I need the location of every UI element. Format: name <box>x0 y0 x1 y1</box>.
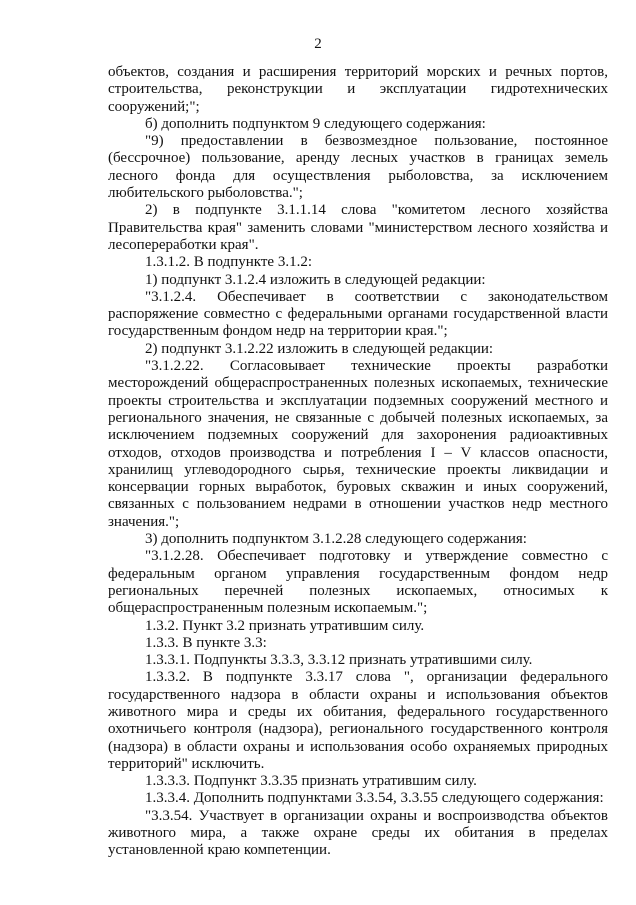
paragraph-item-b: б) дополнить подпунктом 9 следующего содержания: <box>145 115 486 132</box>
paragraph-1-3-1-2: 1.3.1.2. В подпункте 3.1.2: <box>145 254 313 271</box>
page-number: 2 <box>314 36 322 52</box>
paragraph-1-3-2: 1.3.2. Пункт 3.2 признать утратившим силу. <box>145 617 425 634</box>
paragraph-quote-3-3-54: "3.3.54. Участвует в организации охраны и воспроизводства объектов животного мира, а также охране среды их обитания в пределах установленной краю компетенции. <box>108 807 608 859</box>
paragraph-quote-9: "9) предоставлении в безвозмездное пользование, постоянное (бессрочное) пользование, аренду лесных участков в границах земель лесного фонда для осуществления рыболовства, за исключением любительского рыболовства."; <box>108 133 608 202</box>
paragraph-quote-3-1-2-22: "3.1.2.22. Согласовывает технические проекты разработки месторождений общераспространенных полезных ископаемых, технические проекты строительства и эксплуатации подземных сооружений местного и регионального значения, не связанные с добычей полезных ископаемых, за исключением подземных сооружений для захоронения радиоактивных отходов, отходов производства и потребления I – V классов опасности, хранилищ углеводородного сырья, технические проекты ликвидации и консервации горных выработок, буровых скважин и иных сооружений, связанных с пользованием недрами в отношении участков недр местного значения."; <box>108 358 608 530</box>
paragraph-continuation: объектов, создания и расширения территорий морских и речных портов, строительства, реконструкции и эксплуатации гидротехнических сооружений;"; <box>108 64 608 115</box>
paragraph-1-3-3-4: 1.3.3.4. Дополнить подпунктами 3.3.54, 3.3.55 следующего содержания: <box>145 790 604 807</box>
paragraph-subitem-1: 1) подпункт 3.1.2.4 изложить в следующей редакции: <box>145 271 486 288</box>
paragraph-subitem-3: 3) дополнить подпунктом 3.1.2.28 следующего содержания: <box>145 531 527 548</box>
paragraph-1-3-3-2: 1.3.3.2. В подпункте 3.3.17 слова ", организации федерального государственного надзора в области охраны и использования объектов животного мира и среды их обитания, федерального государственного охотничьего контроля (надзора), регионального государственного контроля (надзора) в области охраны и использования особо охраняемых природных территорий" исключить. <box>108 669 608 772</box>
paragraph-quote-3-1-2-4: "3.1.2.4. Обеспечивает в соответствии с законодательством распоряжение совместно с федеральными органами государственной власти государственным фондом недр на территории края."; <box>108 288 608 340</box>
paragraph-quote-3-1-2-28: "3.1.2.28. Обеспечивает подготовку и утверждение совместно с федеральным органом управления государственным фондом недр региональных перечней полезных ископаемых, относимых к общераспространенным полезным ископаемым."; <box>108 548 608 617</box>
paragraph-1-3-3-1: 1.3.3.1. Подпункты 3.3.3, 3.3.12 признать утратившими силу. <box>145 652 533 669</box>
paragraph-1-3-3: 1.3.3. В пункте 3.3: <box>145 634 267 651</box>
document-body <box>108 64 608 860</box>
paragraph-subitem-2: 2) подпункт 3.1.2.22 изложить в следующей редакции: <box>145 340 494 357</box>
paragraph-1-3-3-3: 1.3.3.3. Подпункт 3.3.35 признать утратившим силу. <box>145 773 477 790</box>
paragraph-item-2: 2) в подпункте 3.1.1.14 слова "комитетом лесного хозяйства Правительства края" заменить словами "министерством лесного хозяйства и лесопереработки края". <box>108 202 608 253</box>
